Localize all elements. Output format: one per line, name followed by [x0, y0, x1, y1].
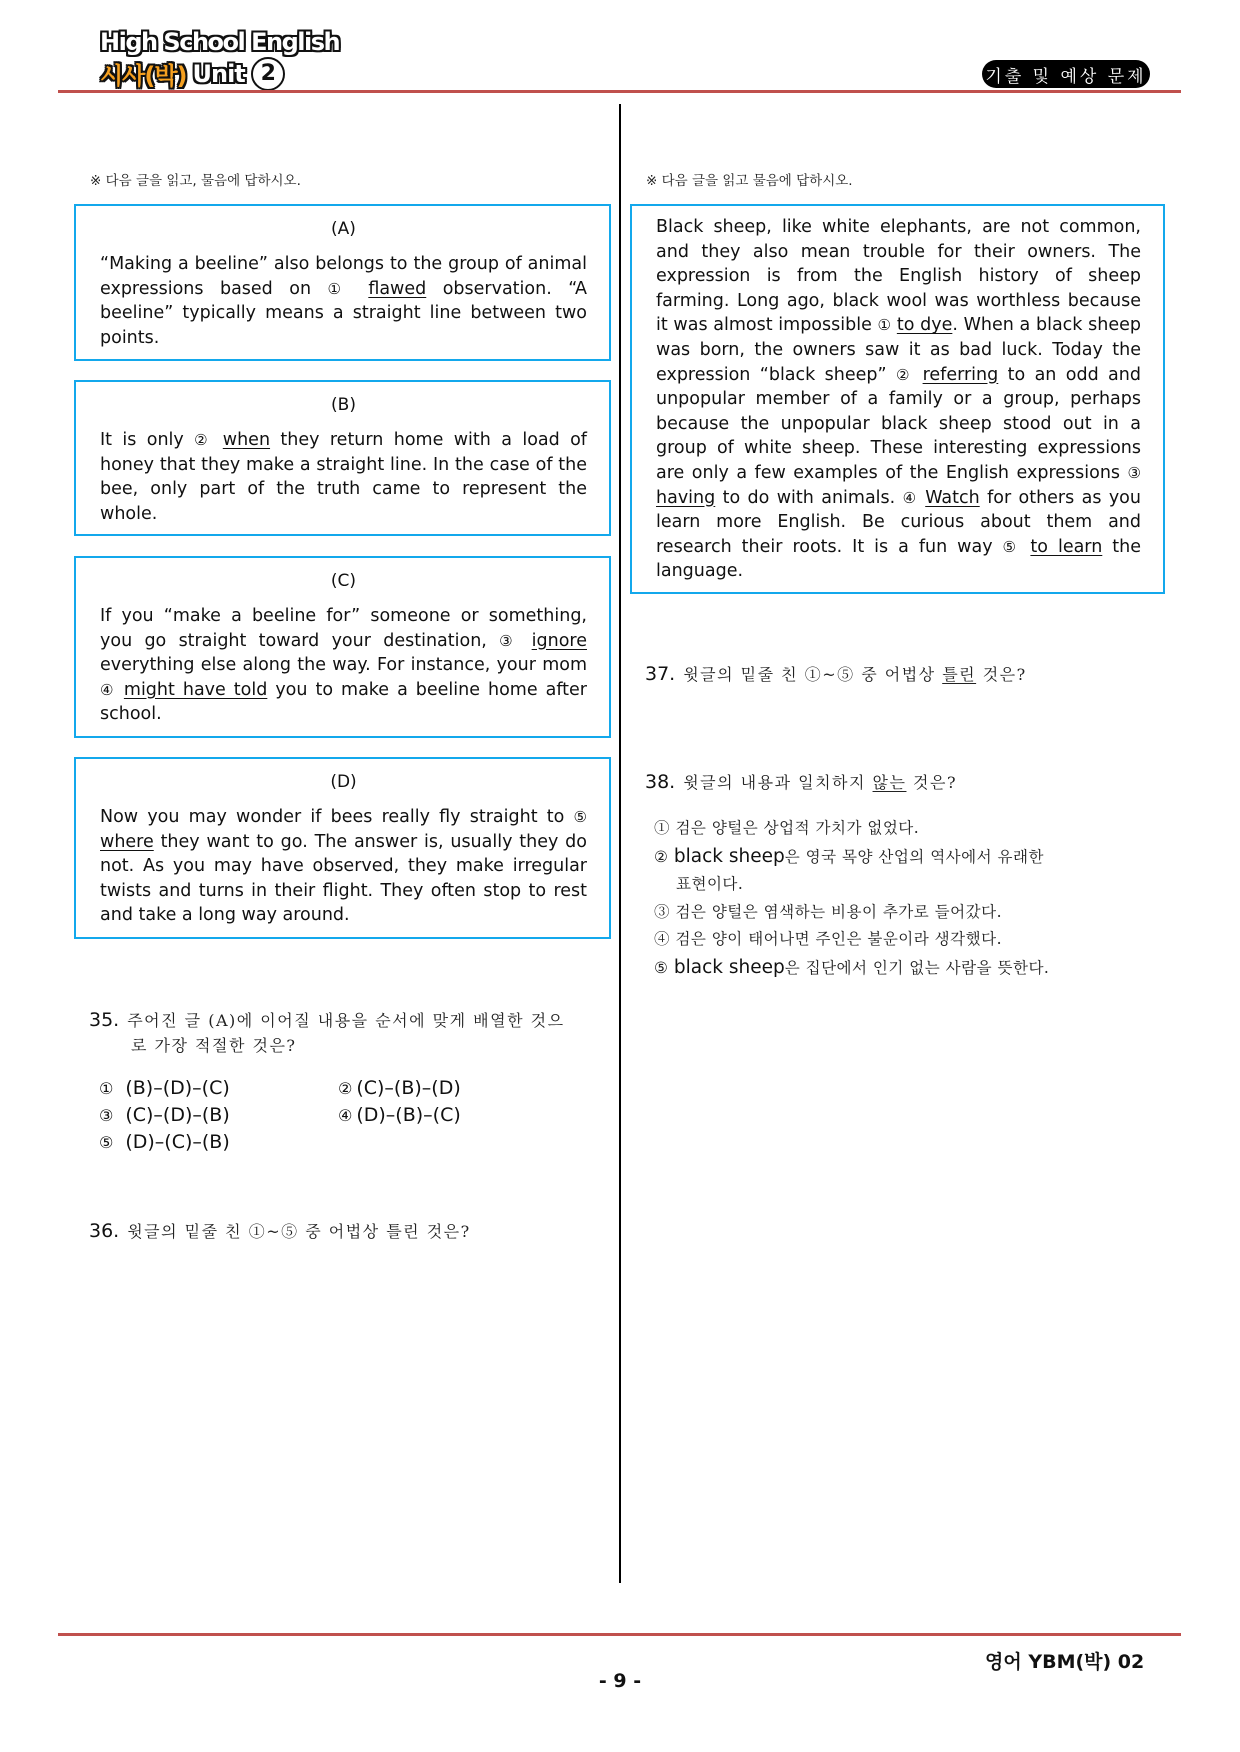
text-run: you to make a beeline home after school. [100, 679, 588, 725]
underlined-phrase: having [656, 487, 716, 508]
text-run: they want to go. The answer is, usually they do not. As you may have observed, they make irregular twists and turns in their flight. They often stop to rest and take a long way around. [100, 831, 587, 926]
question-text: 윗글의 밑줄 친 ①~⑤ 중 어법상 틀린 것은? [683, 665, 1027, 684]
text-run: to do with animals. [715, 487, 903, 508]
logo-unit: Unit [192, 59, 245, 88]
passage-box-c [74, 556, 611, 738]
passage-label: (A) [331, 219, 356, 239]
circled-number: ② [194, 431, 213, 449]
passage-box-a [74, 204, 611, 361]
circled-number: ① [327, 279, 352, 298]
choice-1[interactable]: ① 검은 양털은 상업적 가치가 없었다. [654, 819, 920, 837]
passage-text [100, 252, 587, 350]
text-run [352, 279, 368, 299]
text-run [913, 365, 922, 385]
option-1[interactable]: ① (B)–(D)–(C) [99, 1077, 230, 1099]
question-number: 37. [645, 663, 676, 685]
passage-text [656, 215, 1141, 584]
text-run [116, 680, 124, 700]
option-3[interactable]: ③ (C)–(D)–(B) [99, 1104, 230, 1126]
text-run [212, 430, 222, 450]
circled-number: ① [877, 316, 892, 335]
underlined-phrase: where [100, 831, 154, 852]
question-35 [89, 1008, 599, 1056]
footer-rule [58, 1633, 1181, 1636]
page-number: - 9 - [598, 1670, 642, 1692]
passage-text [100, 805, 587, 928]
choice-5[interactable]: ⑤ black sheep은 집단에서 인기 없는 사람을 뜻한다. [654, 956, 1050, 978]
question-text: 윗글의 내용과 일치하지 않는 것은? [683, 773, 958, 792]
question-text-cont: 로 가장 적절한 것은? [131, 1036, 297, 1055]
text-run: to an odd and unpopular member of a family or a group, perhaps because the unpopular black sheep stood out in a group of white sheep. These interesting expressions are only a few examples of the English expressions [656, 364, 1141, 483]
logo-korean: 시사(박) [100, 62, 187, 90]
passage-box-b [74, 380, 611, 536]
choice-2-cont: 표현이다. [676, 875, 744, 893]
text-run: “Making a beeline” also belongs to the group of animal expressions based on [100, 254, 587, 299]
text-run [519, 631, 531, 651]
choice-3[interactable]: ③ 검은 양털은 염색하는 비용이 추가로 들어갔다. [654, 902, 1003, 921]
question-38 [645, 770, 957, 793]
choice-4[interactable]: ④ 검은 양이 태어나면 주인은 불운이라 생각했다. [654, 930, 1003, 948]
question-38-choices [654, 815, 1174, 982]
column-divider [619, 104, 621, 1583]
choice-2[interactable]: ② black sheep은 영국 목양 산업의 역사에서 유래한 [654, 845, 1044, 867]
option-5[interactable]: ⑤ (D)–(C)–(B) [99, 1131, 230, 1153]
text-run: for others as you learn more English. Be curious about them and research their roots. It is a fun way [656, 487, 1141, 557]
passage-label: (B) [331, 395, 356, 415]
underlined-phrase: to learn [1030, 536, 1103, 557]
logo-unit-number: 2 [251, 57, 285, 91]
text-run: It is only [100, 430, 195, 450]
section-badge: 기출 및 예상 문제 [982, 60, 1150, 88]
text-run: observation. “A beeline” typically means a straight line between two points. [100, 278, 587, 348]
text-run: Black sheep, like white elephants, are not common, and they also mean trouble for their owners. The expression is from the English history of sheep farming. Long ago, black wool was worthless because it was almost impossible [656, 217, 1141, 336]
logo-subtitle [100, 56, 285, 91]
circled-number: ② [895, 365, 914, 384]
left-instruction: ※ 다음 글을 읽고, 물음에 답하시오. [90, 173, 301, 189]
text-run: the language. [656, 536, 1141, 582]
question-text: 주어진 글 (A)에 이어질 내용을 순서에 맞게 배열한 것으 [127, 1011, 565, 1030]
circled-number: ③ [1127, 463, 1141, 482]
circled-number: ⑤ [573, 808, 587, 826]
right-instruction: ※ 다음 글을 읽고 물음에 답하시오. [646, 173, 853, 189]
passage-text [100, 604, 587, 727]
text-run [1020, 537, 1030, 557]
passage-box-black-sheep [630, 204, 1165, 594]
text-run: If you “make a beeline for” someone or something, you go straight toward your destination, [100, 606, 587, 651]
question-number: 35. [89, 1009, 120, 1031]
underlined-phrase: when [222, 430, 271, 450]
passage-text [100, 428, 587, 526]
underlined-phrase: referring [922, 364, 999, 385]
text-run: everything else along the way. For instance, your mom [100, 655, 587, 676]
underlined-phrase: ignore [531, 630, 587, 651]
underlined-phrase: might have told [123, 679, 268, 700]
question-37 [645, 662, 1027, 685]
underlined-phrase: Watch [925, 487, 980, 508]
logo-title: High School English [100, 28, 340, 56]
publisher-label: 영어 YBM(박) 02 [985, 1651, 1145, 1673]
text-run: they return home with a load of honey that they make a straight line. In the case of the bee, only part of the truth came to represent the whole. [100, 430, 587, 524]
question-36 [89, 1219, 471, 1242]
circled-number: ⑤ [1002, 537, 1021, 556]
header-rule [58, 90, 1181, 93]
text-run: . When a black sheep was born, the owners saw it as bad luck. Today the expression “black sheep” [656, 315, 1141, 385]
text-run: Now you may wonder if bees really fly straight to [100, 807, 574, 827]
question-text: 윗글의 밑줄 친 ①~⑤ 중 어법상 틀린 것은? [127, 1222, 471, 1241]
option-2[interactable]: ② (C)–(B)–(D) [338, 1077, 461, 1099]
question-number: 36. [89, 1220, 120, 1242]
underlined-phrase: flawed [368, 278, 427, 299]
passage-box-d [74, 757, 611, 939]
circled-number: ④ [902, 488, 918, 507]
question-number: 38. [645, 771, 676, 793]
circled-number: ③ [499, 631, 520, 650]
circled-number: ④ [100, 680, 116, 699]
passage-label: (C) [330, 571, 357, 591]
underlined-phrase: to dye [896, 315, 953, 336]
option-4[interactable]: ④ (D)–(B)–(C) [338, 1104, 461, 1126]
passage-label: (D) [330, 772, 357, 792]
